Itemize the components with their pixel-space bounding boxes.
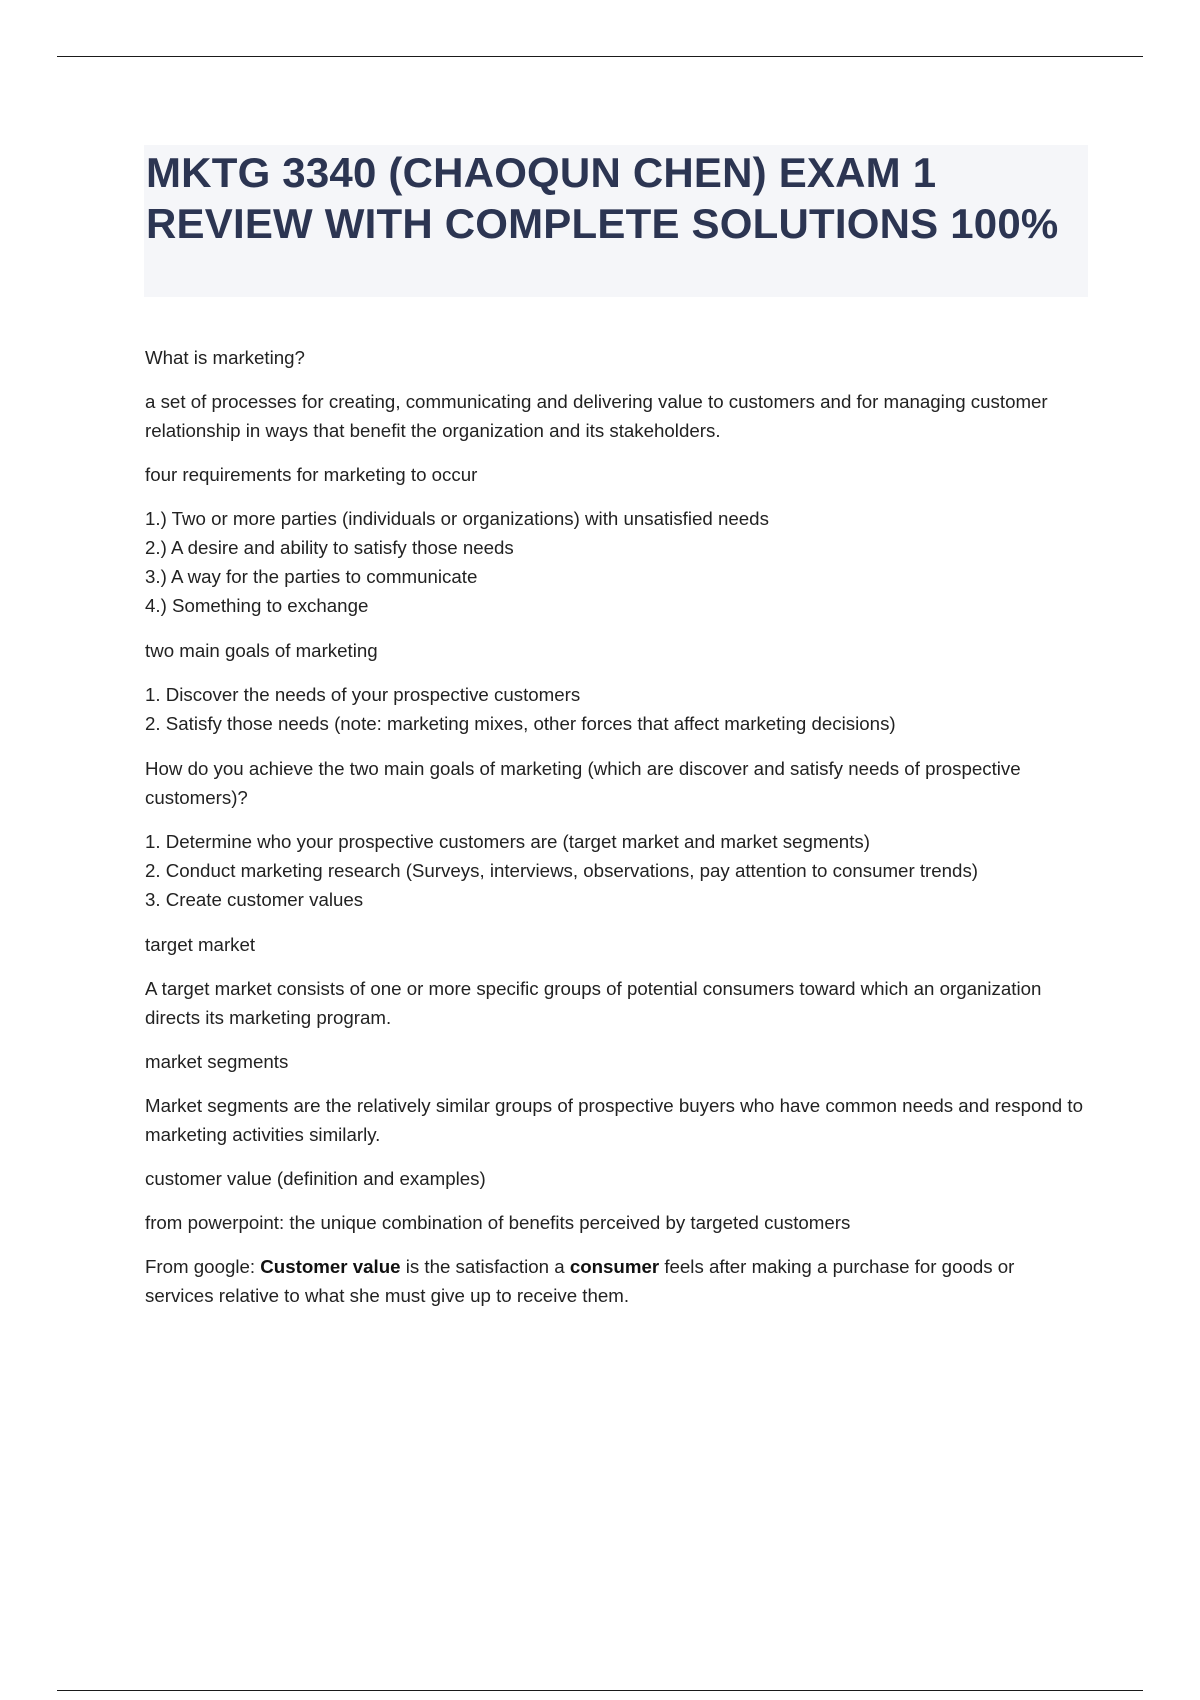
list-item: 2. Satisfy those needs (note: marketing mixes, other forces that affect marketing decisions)	[145, 713, 896, 734]
answer-mid: is the satisfaction a	[400, 1256, 570, 1277]
list-item: 1. Determine who your prospective customers are (target market and market segments)	[145, 831, 870, 852]
list-item: 2.) A desire and ability to satisfy those needs	[145, 537, 514, 558]
document-title: MKTG 3340 (CHAOQUN CHEN) EXAM 1 REVIEW WITH COMPLETE SOLUTIONS 100%	[146, 149, 1059, 247]
list-item: 3.) A way for the parties to communicate	[145, 566, 478, 587]
page-top-rule	[57, 56, 1143, 57]
answer-list	[145, 827, 1085, 914]
question-text: customer value (definition and examples)	[145, 1168, 486, 1189]
answer-text: A target market consists of one or more specific groups of potential consumers toward which an organization directs its marketing program.	[145, 978, 1042, 1028]
question-text: target market	[145, 934, 256, 955]
google-answer-text	[145, 1252, 1085, 1310]
list-item: 1.) Two or more parties (individuals or organizations) with unsatisfied needs	[145, 508, 769, 529]
answer-text: a set of processes for creating, communicating and delivering value to customers and for managing customer relationship in ways that benefit the organization and its stakeholders.	[145, 391, 1048, 441]
answer-suffix: feels after making a purchase for goods or services relative to what she must give up to receive them.	[145, 1256, 1015, 1306]
list-item: 4.) Something to exchange	[145, 595, 369, 616]
answer-text: from powerpoint: the unique combination of benefits perceived by targeted customers	[145, 1212, 851, 1233]
answer-list	[145, 504, 1085, 620]
list-item: 2. Conduct marketing research (Surveys, interviews, observations, pay attention to consumer trends)	[145, 860, 979, 881]
page-bottom-rule	[57, 1690, 1143, 1691]
question-text: How do you achieve the two main goals of marketing (which are discover and satisfy needs of prospective customers)?	[145, 758, 1021, 808]
answer-list	[145, 680, 1085, 738]
answer-text: Market segments are the relatively similar groups of prospective buyers who have common needs and respond to marketing activities similarly.	[145, 1095, 1083, 1145]
question-text: two main goals of marketing	[145, 640, 378, 661]
question-text: What is marketing?	[145, 347, 305, 368]
list-item: 3. Create customer values	[145, 889, 364, 910]
bold-term: consumer	[569, 1256, 660, 1277]
question-text: market segments	[145, 1051, 289, 1072]
list-item: 1. Discover the needs of your prospective customers	[145, 684, 581, 705]
answer-prefix: From google:	[145, 1256, 261, 1277]
question-text: four requirements for marketing to occur	[145, 464, 478, 485]
document-body	[145, 343, 1085, 1325]
bold-term: Customer value	[260, 1256, 401, 1277]
